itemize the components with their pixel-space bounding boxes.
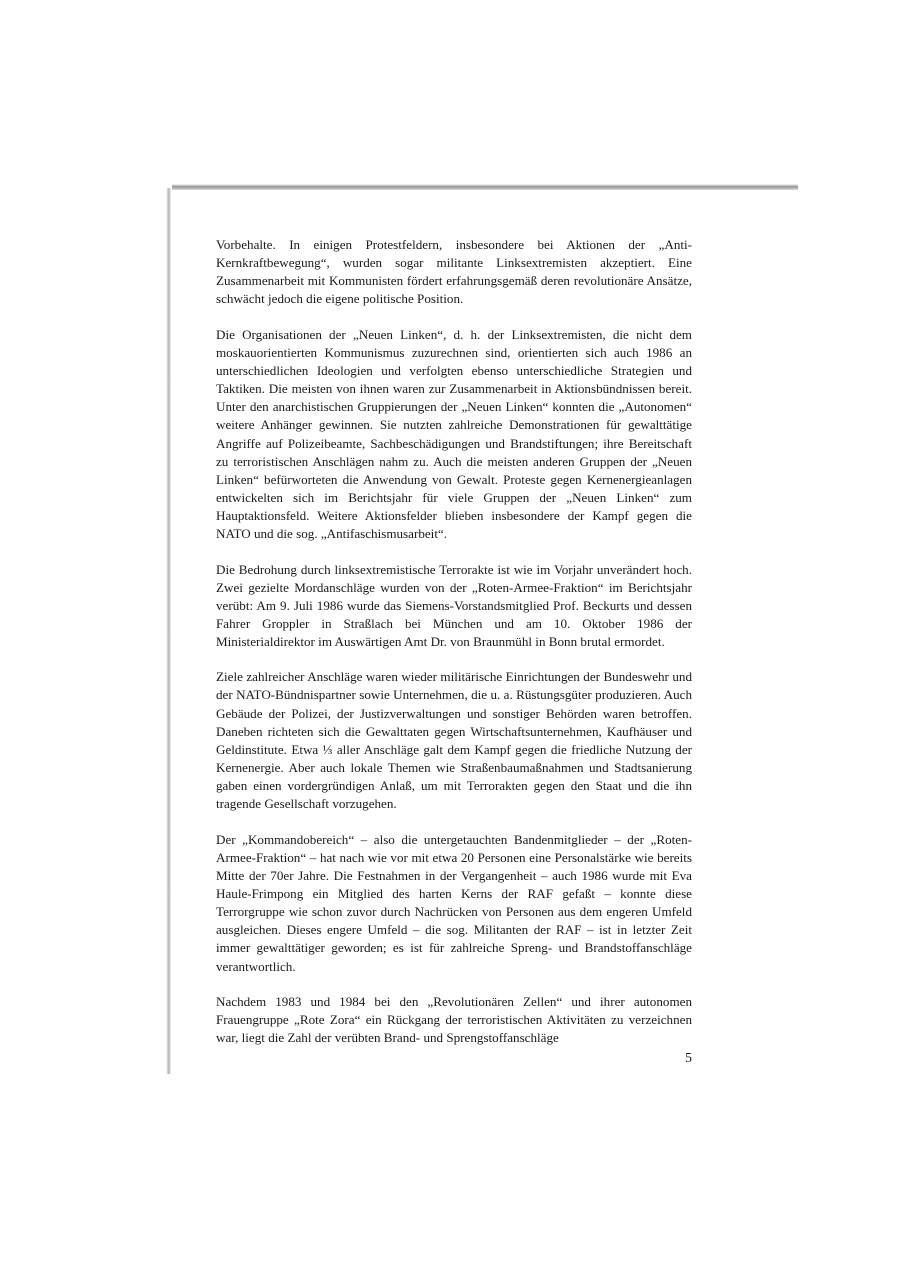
body-text (216, 236, 692, 1064)
paragraph-3: Die Bedrohung durch linksextremistische Terrorakte ist wie im Vorjahr unverändert hoch. Zwei gezielte Mordanschläge wurden von der „Roten-Armee-Fraktion“ im Berichtsjahr verübt: Am 9. Juli 1986 wurde das Siemens-Vorstandsmitglied Prof. Beckurts und dessen Fahrer Groppler in Straßlach bei München und am 10. Oktober 1986 der Ministerialdirektor im Auswärtigen Amt Dr. von Braunmühl in Bonn brutal ermordet. (216, 561, 692, 650)
paragraph-6: Nachdem 1983 und 1984 bei den „Revolutionären Zellen“ und ihrer autonomen Frauengruppe „Rote Zora“ ein Rückgang der terroristischen Aktivitäten zu verzeichnen war, liegt die Zahl der verübten Brand- und Sprengstoffanschläge (216, 993, 692, 1046)
paragraph-2: Die Organisationen der „Neuen Linken“, d. h. der Linksextremisten, die nicht dem moskauorientierten Kommunismus zuzurechnen sind, orientierten sich auch 1986 an unterschiedlichen Ideologien und verfolgten ebenso unterschiedliche Strategien und Taktiken. Die meisten von ihnen waren zur Zusammenarbeit in Aktionsbündnissen bereit. Unter den anarchistischen Gruppierungen der „Neuen Linken“ konnten die „Autonomen“ weitere Anhänger gewinnen. Sie nutzten zahlreiche Demonstrationen für gewalttätige Angriffe auf Polizeibeamte, Sachbeschädigungen und Brandstiftungen; ihre Bereitschaft zu terroristischen Anschlägen nahm zu. Auch die meisten anderen Gruppen der „Neuen Linken“ befürworteten die Anwendung von Gewalt. Proteste gegen Kernenergieanlagen entwickelten sich im Berichtsjahr für viele Gruppen der „Neuen Linken“ zum Hauptaktionsfeld. Weitere Aktionsfelder blieben insbesondere der Kampf gegen die NATO und die sog. „Antifaschismusarbeit“. (216, 326, 692, 542)
scan-shadow-top (172, 184, 798, 190)
paragraph-1: Vorbehalte. In einigen Protestfeldern, insbesondere bei Aktionen der „Anti-Kernkraftbewegung“, wurden sogar militante Linksextremisten akzeptiert. Eine Zusammenarbeit mit Kommunisten fördert erfahrungsgemäß deren revolutionäre Ansätze, schwächt jedoch die eigene politische Position. (216, 237, 692, 307)
page-number: 5 (685, 1051, 692, 1066)
paragraph-4: Ziele zahlreicher Anschläge waren wieder militärische Einrichtungen der Bundeswehr und der NATO-Bündnispartner sowie Unternehmen, die u. a. Rüstungsgüter produzieren. Auch Gebäude der Polizei, der Justizverwaltungen und sonstiger Behörden waren betroffen. Daneben richteten sich die Gewalttaten gegen Wirtschaftsunternehmen, Kaufhäuser und Geldinstitute. Etwa ⅓ aller Anschläge galt dem Kampf gegen die friedliche Nutzung der Kernenergie. Aber auch lokale Themen wie Straßenbaumaßnahmen und Stadtsanierung gaben einen vordergründigen Anlaß, um mit Terrorakten gegen den Staat und die ihn tragende Gesellschaft vorzugehen. (216, 669, 692, 812)
scan-shadow-left (166, 188, 171, 1074)
paragraph-5: Der „Kommandobereich“ – also die untergetauchten Bandenmitglieder – der „Roten-Armee-Fraktion“ – hat nach wie vor mit etwa 20 Personen eine Personalstärke wie bereits Mitte der 70er Jahre. Die Festnahmen in der Vergangenheit – auch 1986 wurde mit Eva Haule-Frimpong ein Mitglied des harten Kerns der RAF gefaßt – konnte diese Terrorgruppe wie schon zuvor durch Nachrücken von Personen aus dem engeren Umfeld ausgleichen. Dieses engere Umfeld – die sog. Militanten der RAF – ist in letzter Zeit immer gewalttätiger geworden; es ist für zahlreiche Spreng- und Brandstoffanschläge verantwortlich. (216, 831, 692, 974)
